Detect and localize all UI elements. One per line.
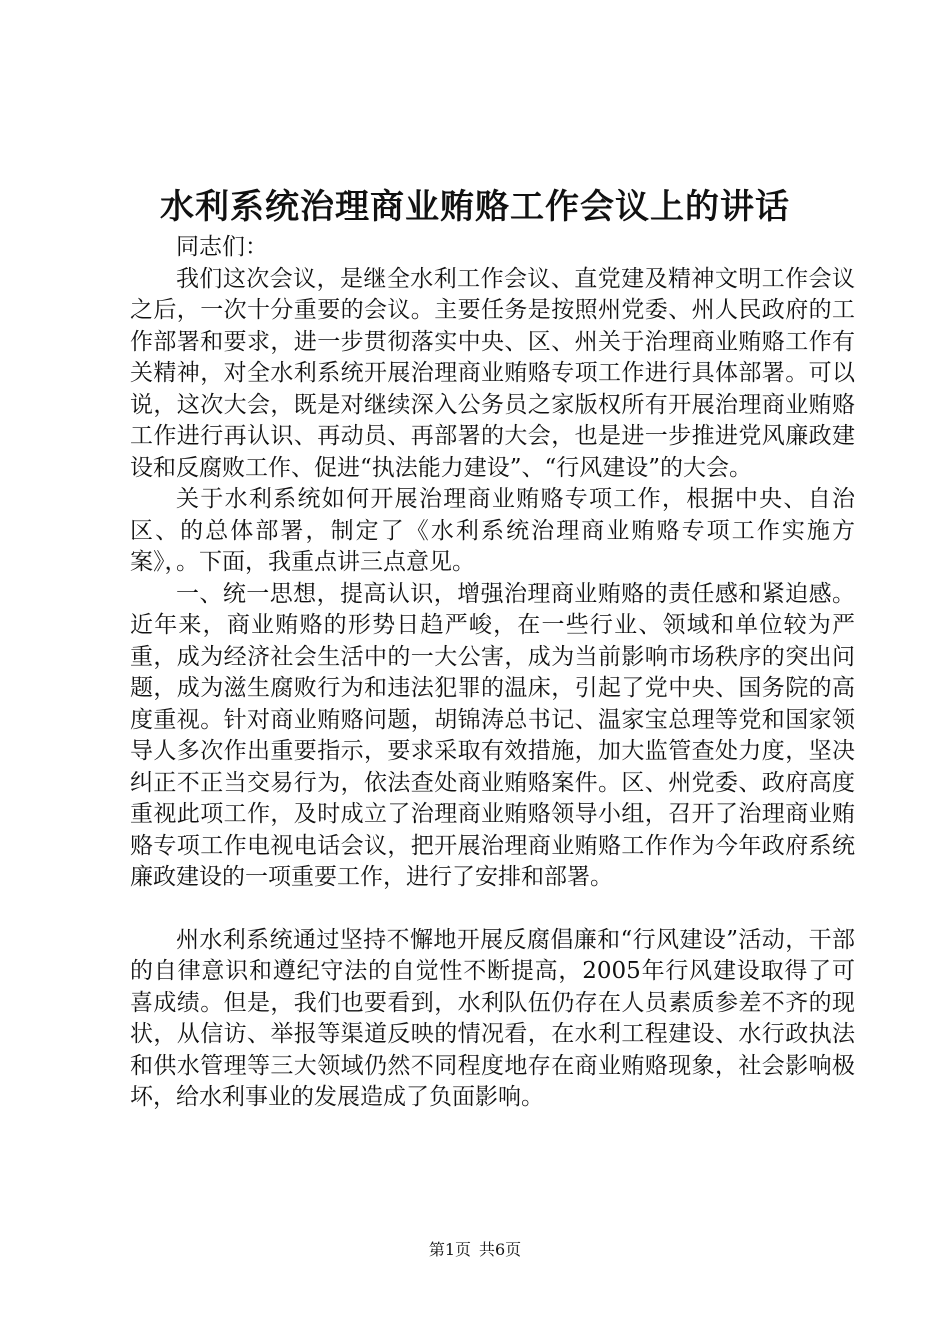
page-footer (0, 1239, 950, 1261)
paragraph-plan: 关于水利系统如何开展治理商业贿赂专项工作，根据中央、自治区、的总体部署，制定了《水利系统治理商业贿赂专项工作实施方案》，。下面，我重点讲三点意见。 (130, 486, 855, 575)
page-number: 第1页 (428, 1240, 471, 1259)
paragraph-status: 州水利系统通过坚持不懈地开展反腐倡廉和“行风建设”活动，干部的自律意识和遵纪守法的自觉性不断提高，2005年行风建设取得了可喜成绩。但是，我们也要看到，水利队伍仍存在人员素质参差不齐的现状，从信访、举报等渠道反映的情况看，在水利工程建设、水行政执法和供水管理等三大领域仍然不同程度地存在商业贿赂现象，社会影响极坏，给水利事业的发展造成了负面影响。 (130, 926, 855, 1110)
paragraph-point-one: 一、统一思想，提高认识，增强治理商业贿赂的责任感和紧迫感。近年来，商业贿赂的形势日趋严峻，在一些行业、领域和单位较为严重，成为经济社会生活中的一大公害，成为当前影响市场秩序的突出问题，成为滋生腐败行为和违法犯罪的温床，引起了党中央、国务院的高度重视。针对商业贿赂问题，胡锦涛总书记、温家宝总理等党和国家领导人多次作出重要指示，要求采取有效措施，加大监管查处力度，坚决纠正不正当交易行为，依法查处商业贿赂案件。区、州党委、政府高度重视此项工作，及时成立了治理商业贿赂领导小组，召开了治理商业贿赂专项工作电视电话会议，把开展治理商业贿赂工作作为今年政府系统廉政建设的一项重要工作，进行了安排和部署。 (130, 580, 855, 890)
page-total: 共6页 (479, 1240, 522, 1259)
document-title: 水利系统治理商业贿赂工作会议上的讲话 (160, 187, 790, 227)
paragraph-spacer (130, 894, 855, 925)
salutation: 同志们： (176, 234, 268, 260)
paragraph-intro: 我们这次会议，是继全水利工作会议、直党建及精神文明工作会议之后，一次十分重要的会议。主要任务是按照州党委、州人民政府的工作部署和要求，进一步贯彻落实中央、区、州关于治理商业贿赂工作有关精神，对全水利系统开展治理商业贿赂专项工作进行具体部署。可以说，这次大会，既是对继续深入公务员之家版权所有开展治理商业贿赂工作进行再认识、再动员、再部署的大会，也是进一步推进党风廉政建设和反腐败工作、促进“执法能力建设”、“行风建设”的大会。 (130, 265, 855, 481)
document-body (130, 232, 855, 1114)
